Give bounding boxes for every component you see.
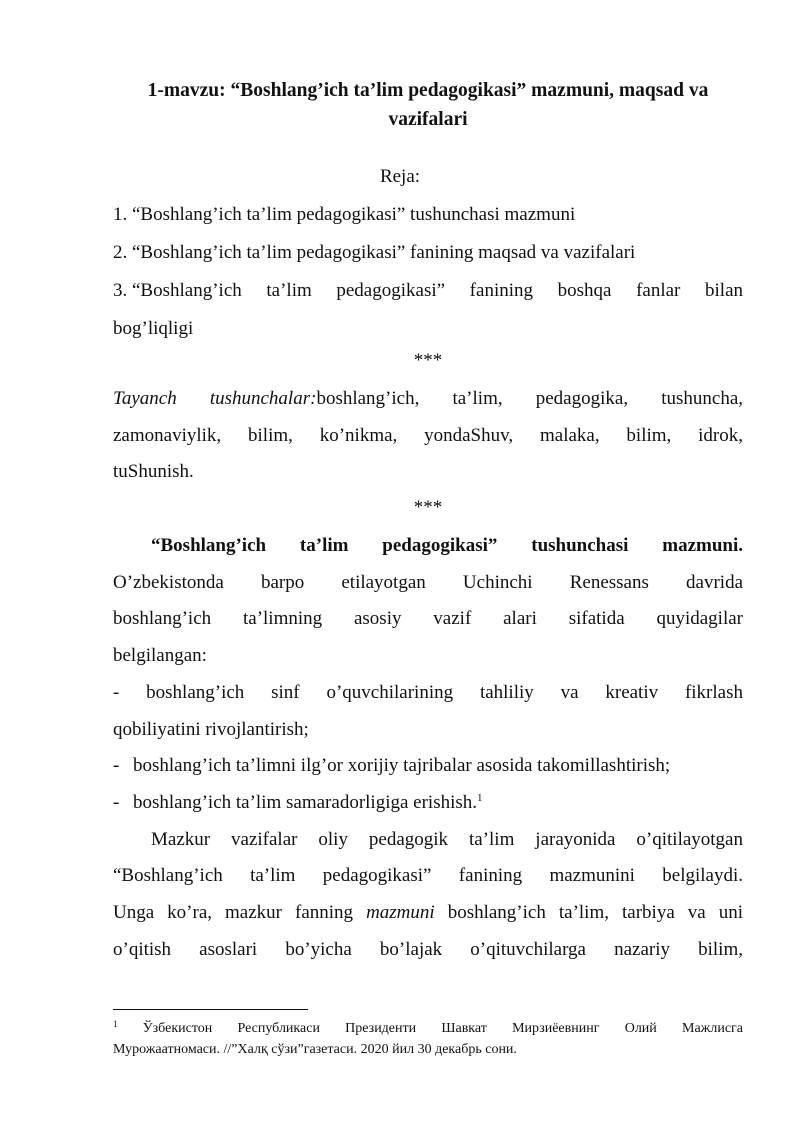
keywords-label: Tayanch tushunchalar: xyxy=(113,388,317,409)
keywords-line-1 xyxy=(113,381,743,418)
section-heading xyxy=(113,528,743,565)
keywords-line-2: zamonaviylik, bilim, ko’nikma, yondaShuv, malaka, bilim, idrok, xyxy=(113,424,743,446)
plan-item-2 xyxy=(113,234,743,272)
plan-item-text: “Boshlang’ich ta’lim pedagogikasi” fanining maqsad va vazifalari xyxy=(132,242,636,263)
keywords-text: boshlang’ich, ta’lim, pedagogika, tushuncha, xyxy=(316,388,743,409)
paragraph-line: boshlang’ich ta’limning asosiy vazif alari sifatida quyidagilar xyxy=(113,608,743,630)
plan-list xyxy=(113,196,743,348)
plan-item-text: bog’liqligi xyxy=(113,318,194,339)
plan-item-text: “Boshlang’ich ta’lim pedagogikasi” fanining boshqa fanlar bilan xyxy=(132,280,743,301)
footnote-divider xyxy=(113,1009,308,1010)
paragraph-text: Unga ko’ra, mazkur fanning xyxy=(113,902,367,924)
bullet-3 xyxy=(113,785,743,822)
main-body xyxy=(113,528,743,968)
bullet-3-text: boshlang’ich ta’lim samaradorligiga erishish. xyxy=(133,791,478,813)
plan-item-3 xyxy=(113,272,743,310)
bullet-1-line-2: qobiliyatini rivojlantirish; xyxy=(113,718,309,740)
plan-item-number: 1. xyxy=(113,204,128,225)
plan-item-number: 3. xyxy=(113,280,128,301)
paragraph-line: belgilangan: xyxy=(113,645,207,667)
paragraph-line: Mazkur vazifalar oliy pedagogik ta’lim jarayonida o’qitilayotgan xyxy=(151,828,743,850)
plan-item-text: “Boshlang’ich ta’lim pedagogikasi” tushunchasi mazmuni xyxy=(132,204,576,225)
bullet-2-text: boshlang’ich ta’limni ilg’or xorijiy tajribalar asosida takomillashtirish; xyxy=(133,755,671,777)
separator-stars: *** xyxy=(413,350,443,371)
emphasis-text: mazmuni xyxy=(366,902,435,924)
footnote-reference[interactable]: 1 xyxy=(477,791,483,804)
paragraph-line: O’zbekistonda barpo etilayotgan Uchinchi Renessans davrida xyxy=(113,571,743,593)
bullet-2 xyxy=(113,748,743,785)
keywords-paragraph xyxy=(113,381,743,491)
bullet-1-line-1: - boshlang’ich sinf o’quvchilarining tahliliy va kreativ fikrlash xyxy=(113,681,743,703)
separator-stars: *** xyxy=(413,497,443,518)
keywords-line-3: tuShunish. xyxy=(113,461,194,483)
plan-item-number: 2. xyxy=(113,242,128,263)
bullet-dash: - xyxy=(113,791,120,813)
paragraph-line: “Boshlang’ich ta’lim pedagogikasi” fanining mazmunini belgilaydi. xyxy=(113,865,743,887)
footnote-line-1 xyxy=(113,1018,743,1039)
page-title xyxy=(113,76,743,134)
section-heading-text: “Boshlang’ich ta’lim pedagogikasi” tushunchasi mazmuni. xyxy=(151,535,743,556)
footnote-line-2: Мурожаатномаси. //”Халқ сўзи”газетаси. 2020 йил 30 декабрь сони. xyxy=(113,1042,517,1057)
paragraph-text: boshlang’ich ta’lim, tarbiya va uni xyxy=(434,902,743,924)
plan-label: Reja: xyxy=(379,166,421,187)
paragraph-line: o’qitish asoslari bo’yicha bo’lajak o’qituvchilarga nazariy bilim, xyxy=(113,938,743,960)
footnote-mark: 1 xyxy=(113,1019,118,1029)
footnote xyxy=(113,1018,743,1060)
title-line-1: 1-mavzu: “Boshlang’ich ta’lim pedagogikasi” mazmuni, maqsad va xyxy=(147,80,709,101)
paragraph-line xyxy=(113,895,743,932)
title-line-2: vazifalari xyxy=(388,109,468,130)
bullet-dash: - xyxy=(113,755,120,777)
footnote-text: Ўзбекистон Республикаси Президенти Шавкат Мирзиёевнинг Олий Мажлисга xyxy=(142,1021,743,1036)
plan-item-1 xyxy=(113,196,743,234)
